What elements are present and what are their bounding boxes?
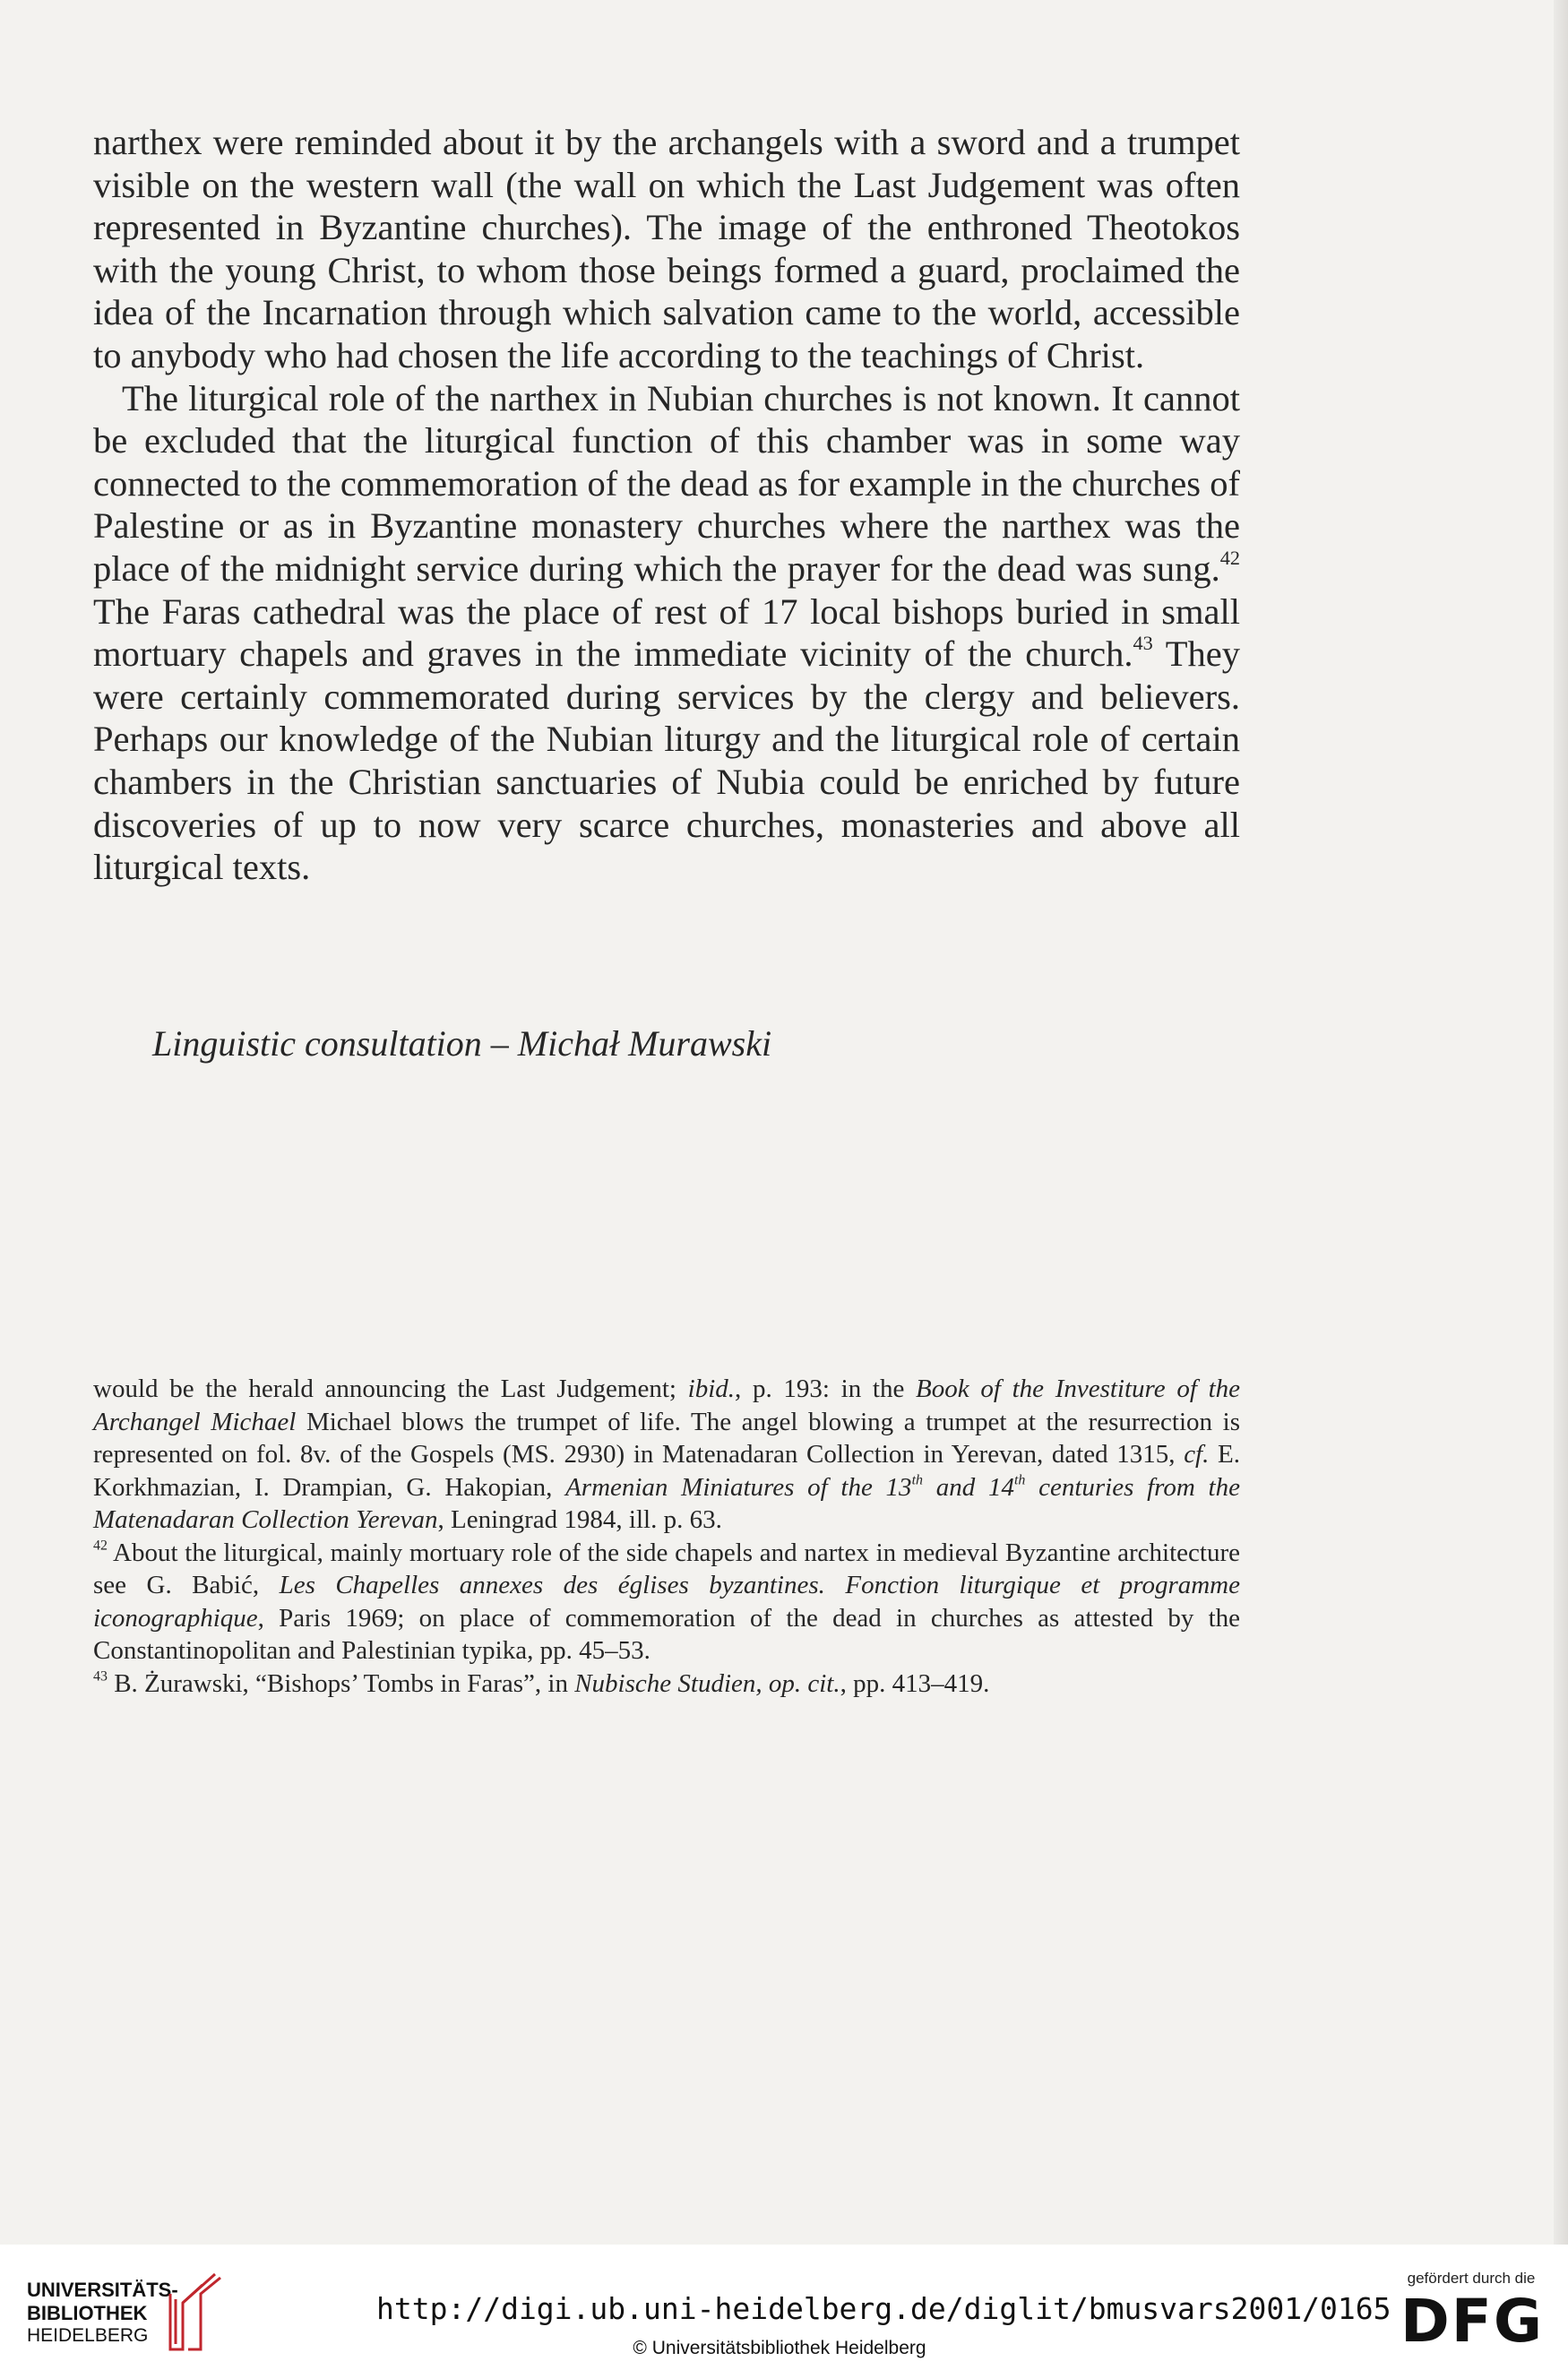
dfg-logo[interactable]: DFG — [1400, 2287, 1545, 2356]
footnote-43: $^{43}$ B. Żurawski, “Bishops’ Tombs in Faras”, in Nubische Studien, op. cit., pp. 413–419. — [93, 1668, 990, 1698]
consultation-credit: Linguistic consultation – Michał Murawski — [152, 1023, 772, 1064]
footnote-42: $^{42}$ About the liturgical, mainly mortuary role of the side chapels and nartex in medieval Byzantine architecture see G. Babić, Les Chapelles annexes des églises byzantines. Fonction liturgique et programme iconographique, Paris 1969; on place of commemoration of the dead in churches as attested by the Constantinopolitan and Palestinian typika, pp. 45–53. — [93, 1537, 1240, 1665]
footnote-number-42: 42 — [93, 1537, 108, 1553]
library-name-line-1: UNIVERSITÄTS- — [27, 2279, 178, 2301]
library-name-line-3: HEIDELBERG — [27, 2325, 149, 2346]
paragraph-1: narthex were reminded about it by the archangels with a sword and a trumpet visible on the western wall (the wall on which the Last Judgement was often represented in Byzantine churches). The image of the enthroned Theotokos with the young Christ, to whom those beings formed a guard, proclaimed the idea of the Incarnation through which salvation came to the world, accessible to anybody who had chosen the life according to the teachings of Christ. — [93, 122, 1240, 375]
copyright-notice: © Universitätsbibliothek Heidelberg — [633, 2338, 926, 2358]
library-logo-icon[interactable] — [161, 2267, 226, 2357]
library-logo-text[interactable] — [27, 2279, 178, 2347]
footnote-ref-42[interactable]: 42 — [1219, 547, 1240, 570]
paragraph-2 — [93, 377, 1240, 889]
paragraph-2-text-c: They were certainly commemorated during services by the clergy and believers. Perhaps our knowledge of the Nubian liturgy and the liturgical role of certain chambers in the Christian sanctuaries of Nubia could be enriched by future discoveries of up to now very scarce churches, monasteries and above all liturgical texts. — [93, 633, 1240, 888]
source-url-link[interactable]: http://digi.ub.uni-heidelberg.de/diglit/bmusvars2001/0165 — [376, 2291, 1391, 2326]
paragraph-2-text-b: The Faras cathedral was the place of rest of 17 local bishops buried in small mortuary chapels and graves in the immediate vicinity of the church. — [93, 590, 1240, 675]
funding-label: gefördert durch die — [1407, 2270, 1536, 2287]
footnote-continuation: would be the herald announcing the Last Judgement; ibid., p. 193: in the Book of the Investiture of the Archangel Michael Michael blows the trumpet of life. The angel blowing a trumpet at the resurrection is represented on fol. 8v. of the Gospels (MS. 2930) in Matenadaran Collection in Yerevan, dated 1315, cf. E. Korkhmazian, I. Drampian, G. Hakopian, Armenian Miniatures of the 13th and 14th centuries from the Matenadaran Collection Yerevan, Leningrad 1984, ill. p. 63. — [93, 1375, 1241, 1534]
paragraph-2-text-a: The liturgical role of the narthex in Nubian churches is not known. It cannot be excluded that the liturgical function of this chamber was in some way connected to the commemoration of the dead as for example in the churches of Palestine or as in Byzantine monastery churches where the narthex was the place of the midnight service during which the prayer for the dead was sung. — [93, 377, 1240, 589]
footnotes — [93, 1373, 1240, 1700]
page-edge — [1554, 0, 1568, 2370]
main-text — [93, 121, 1240, 889]
footnote-ref-43[interactable]: 43 — [1133, 632, 1153, 655]
footnote-number-43: 43 — [93, 1668, 108, 1684]
library-name-line-2: BIBLIOTHEK — [27, 2302, 148, 2324]
